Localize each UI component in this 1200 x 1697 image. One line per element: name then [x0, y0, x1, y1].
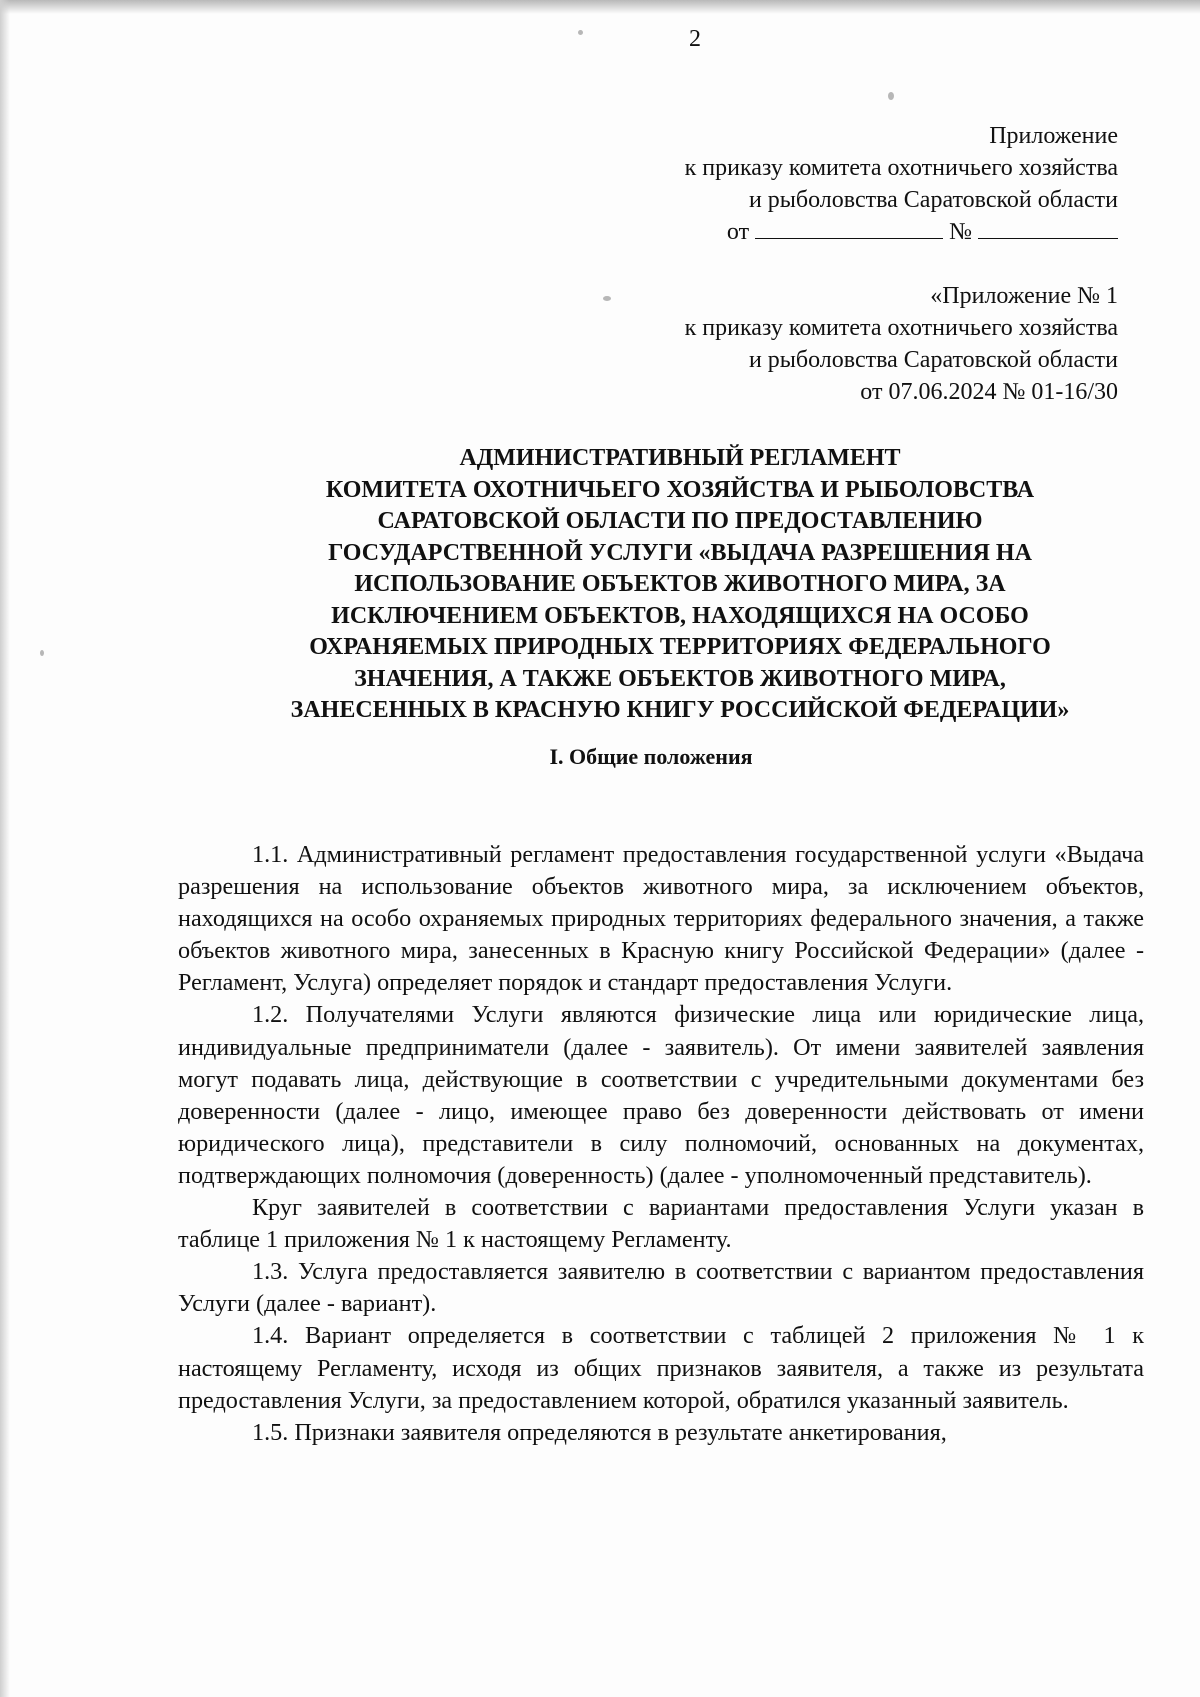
title-line: КОМИТЕТА ОХОТНИЧЬЕГО ХОЗЯЙСТВА И РЫБОЛОВСТВА: [325, 476, 1035, 503]
annex-header-new: [685, 120, 1118, 248]
date-blank: [755, 220, 943, 239]
paragraph: 1.3. Услуга предоставляется заявителю в соответствии с вариантом предоставления Услуги (далее - вариант).: [178, 1258, 1144, 1318]
body-text: [178, 839, 1144, 1449]
annex-line: «Приложение № 1: [930, 283, 1118, 309]
scan-speck: [888, 92, 894, 100]
paragraph: 1.1. Административный регламент предоставления государственной услуги «Выдача разрешения на использование объектов животного мира, за исключением объектов, находящихся на особо охраняемых природных территориях федерального значения, а также объектов животного мира, занесенных в Красную книгу Российской Федерации» (далее - Регламент, Услуга) определяет порядок и стандарт предоставления Услуги.: [178, 841, 1144, 997]
page-number: 2: [689, 26, 701, 52]
annex-line: от 07.06.2024 № 01-16/30: [860, 379, 1118, 405]
paragraph: 1.2. Получателями Услуги являются физические лица или юридические лица, индивидуальные предприниматели (далее - заявитель). От имени заявителей заявления могут подавать лица, действующие в соответствии с учредительными документами без доверенности (далее - лицо, имеющее право без доверенности действовать от имени юридического лица), представители в силу полномочий, основанных на документах, подтверждающих полномочия (доверенность) (далее - уполномоченный представитель).: [178, 1001, 1144, 1189]
scan-speck: [603, 296, 611, 301]
title-line: ИСПОЛЬЗОВАНИЕ ОБЪЕКТОВ ЖИВОТНОГО МИРА, ЗА: [354, 571, 1006, 597]
annex-line: и рыболовства Саратовской области: [748, 187, 1118, 213]
number-sign: №: [949, 219, 972, 245]
title-line: ГОСУДАРСТВЕННОЙ УСЛУГИ «ВЫДАЧА РАЗРЕШЕНИЯ НА: [328, 539, 1032, 566]
scan-speck: [40, 650, 44, 656]
annex-line: к приказу комитета охотничьего хозяйства: [684, 315, 1118, 341]
title-line: ИСКЛЮЧЕНИЕМ ОБЪЕКТОВ, НАХОДЯЩИХСЯ НА ОСОБО: [331, 602, 1029, 629]
paragraph: 1.5. Признаки заявителя определяются в результате анкетирования,: [252, 1418, 947, 1446]
title-line: САРАТОВСКОЙ ОБЛАСТИ ПО ПРЕДОСТАВЛЕНИЮ: [377, 508, 983, 534]
annex-date-line: [685, 216, 1118, 248]
date-prefix: от: [726, 219, 750, 245]
document-title: [240, 443, 1120, 727]
section-heading: I. Общие положения: [549, 744, 753, 769]
paragraph: 1.4. Вариант определяется в соответствии с таблицей 2 приложения № 1 к настоящему Регламенту, исходя из общих признаков заявителя, а также из результата предоставления Услуги, за предоставлением которой, обратился указанный заявитель.: [178, 1322, 1144, 1414]
title-line: ОХРАНЯЕМЫХ ПРИРОДНЫХ ТЕРРИТОРИЯХ ФЕДЕРАЛЬНОГО: [309, 634, 1051, 660]
title-line: АДМИНИСТРАТИВНЫЙ РЕГЛАМЕНТ: [459, 445, 901, 471]
scan-edge-left: [0, 0, 10, 1697]
annex-line: Приложение: [989, 123, 1118, 149]
annex-header-original: [685, 280, 1118, 408]
title-line: ЗНАЧЕНИЯ, А ТАКЖЕ ОБЪЕКТОВ ЖИВОТНОГО МИРА,: [354, 665, 1006, 692]
annex-line: и рыболовства Саратовской области: [748, 347, 1118, 373]
title-line: ЗАНЕСЕННЫХ В КРАСНУЮ КНИГУ РОССИЙСКОЙ ФЕДЕРАЦИИ»: [290, 697, 1070, 723]
annex-line: к приказу комитета охотничьего хозяйства: [684, 155, 1118, 181]
paragraph: Круг заявителей в соответствии с вариантами предоставления Услуги указан в таблице 1 приложения № 1 к настоящему Регламенту.: [178, 1194, 1144, 1254]
scan-edge-top: [0, 0, 1200, 14]
number-blank: [978, 220, 1118, 239]
